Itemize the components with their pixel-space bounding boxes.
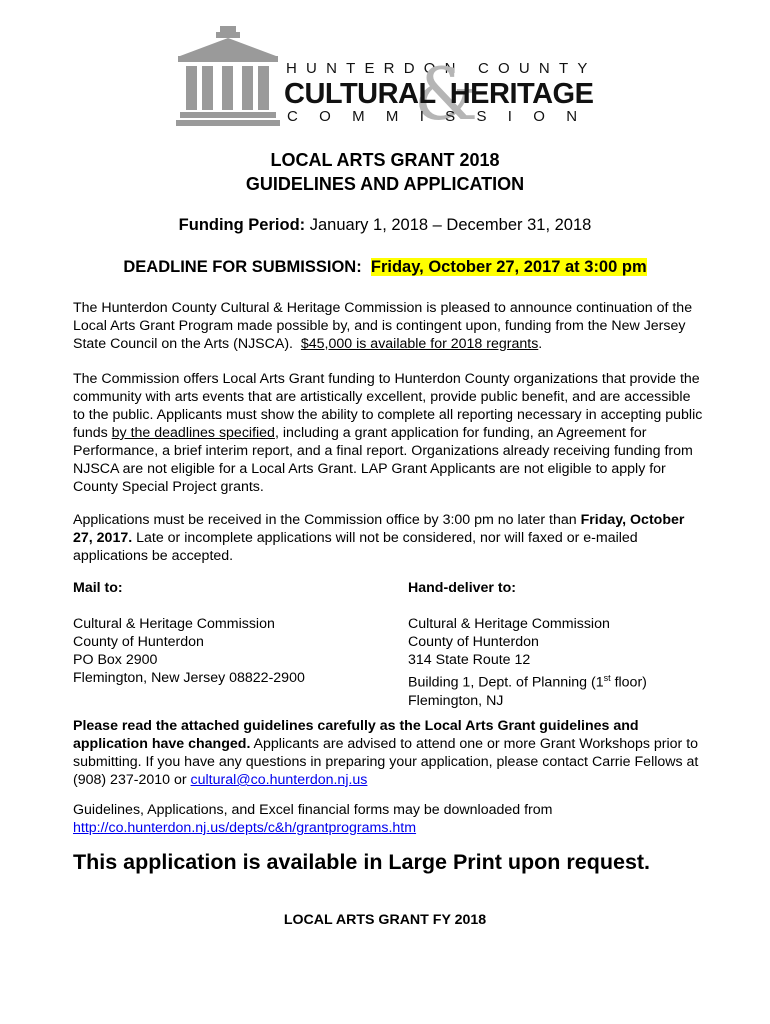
floor-text: Building 1, Dept. of Planning (1 — [408, 674, 604, 691]
funding-label: Funding Period: — [178, 216, 306, 234]
mail-line: County of Hunterdon — [73, 634, 204, 650]
guidelines-notice-text: Applicants are advised to attend one or more Grant Workshops prior to submitting. If you have any questions in preparing your application, please contact Carrie Fellows at (908) 237-2010 or — [73, 736, 699, 788]
submission-paragraph — [73, 511, 703, 565]
submission-text-a: Applications must be received in the Commission office by 3:00 pm no later than — [73, 512, 577, 528]
funding-amount: $45,000 is available for 2018 regrants — [300, 336, 539, 352]
logo-county-text: HUNTERDON COUNTY — [286, 60, 597, 77]
submission-date: Friday, October 27, 2017. — [73, 512, 685, 546]
logo-commission-text: COMMISSION — [287, 108, 599, 125]
footer-title: LOCAL ARTS GRANT FY 2018 — [283, 912, 487, 928]
page-subtitle: GUIDELINES AND APPLICATION — [245, 174, 525, 194]
funding-value: January 1, 2018 – December 31, 2018 — [309, 216, 592, 234]
deadline — [0, 258, 770, 277]
floor-text-end: floor) — [610, 674, 647, 691]
deadlines-specified: by the deadlines specified — [111, 425, 275, 441]
download-text: Guidelines, Applications, and Excel financial forms may be downloaded from — [73, 802, 553, 818]
intro-paragraph — [73, 299, 703, 353]
guidelines-notice-bold: Please read the attached guidelines carefully as the Local Arts Grant guidelines and application have changed. — [73, 718, 639, 752]
hand-heading: Hand-deliver to: — [408, 580, 516, 596]
hand-line-floor — [408, 669, 708, 692]
mail-heading: Mail to: — [73, 580, 123, 596]
hand-line: Flemington, NJ — [408, 692, 504, 709]
floor-sup: st — [603, 673, 611, 683]
logo-ampersand: & — [414, 52, 479, 136]
hand-line: 314 State Route 12 — [408, 652, 531, 668]
hand-delivery-block — [408, 579, 708, 710]
submission-text-b: Late or incomplete applications will not be considered, nor will faxed or e-mailed applications be accepted. — [73, 530, 638, 564]
commission-logo — [176, 22, 606, 136]
mail-address-block — [73, 579, 373, 687]
mail-line: PO Box 2900 — [73, 652, 158, 668]
hand-line: County of Hunterdon — [408, 634, 539, 650]
intro-text: The Hunterdon County Cultural & Heritage Commission is pleased to announce continuation of the Local Arts Grant Program made possible by, and is contingent upon, funding from the New Jersey State Council on the Arts (NJSCA). — [73, 300, 693, 352]
intro-end: . — [538, 336, 543, 352]
mail-line: Cultural & Heritage Commission — [73, 616, 275, 632]
deadline-value: Friday, October 27, 2017 at 3:00 pm — [370, 258, 647, 276]
mail-line: Flemington, New Jersey 08822-2900 — [73, 670, 305, 686]
guidelines-notice — [73, 717, 703, 789]
grant-programs-link[interactable]: http://co.hunterdon.nj.us/depts/c&h/grantprograms.htm — [73, 820, 417, 836]
large-print-notice: This application is available in Large Print upon request. — [73, 850, 651, 874]
deadline-label: DEADLINE FOR SUBMISSION: — [123, 258, 362, 276]
page-title: LOCAL ARTS GRANT 2018 — [270, 150, 500, 170]
logo-main-text — [284, 78, 593, 111]
eligibility-text-b: , including a grant application for funding, an Agreement for Performance, a brief interim report, and a final report. Organizations already receiving funding from NJSCA are not eligible for a Local Arts Grant. LAP Grant Applicants are not eligible to apply for County Special Project grants. — [73, 425, 693, 495]
contact-email-link[interactable]: cultural@co.hunterdon.nj.us — [190, 772, 368, 788]
hand-line: Cultural & Heritage Commission — [408, 616, 610, 632]
eligibility-text-a: The Commission offers Local Arts Grant funding to Hunterdon County organizations that provide the community with arts events that are artistically excellent, provide public benefit, and are accessible to the public. Applicants must show the ability to complete all reporting necessary in accepting public funds — [73, 371, 703, 441]
funding-period — [0, 216, 770, 235]
logo-heritage: HERITAGE — [449, 78, 594, 110]
eligibility-paragraph — [73, 370, 703, 496]
courthouse-icon — [176, 26, 280, 130]
logo-cultural: CULTURAL — [284, 78, 436, 110]
download-paragraph — [73, 801, 703, 837]
